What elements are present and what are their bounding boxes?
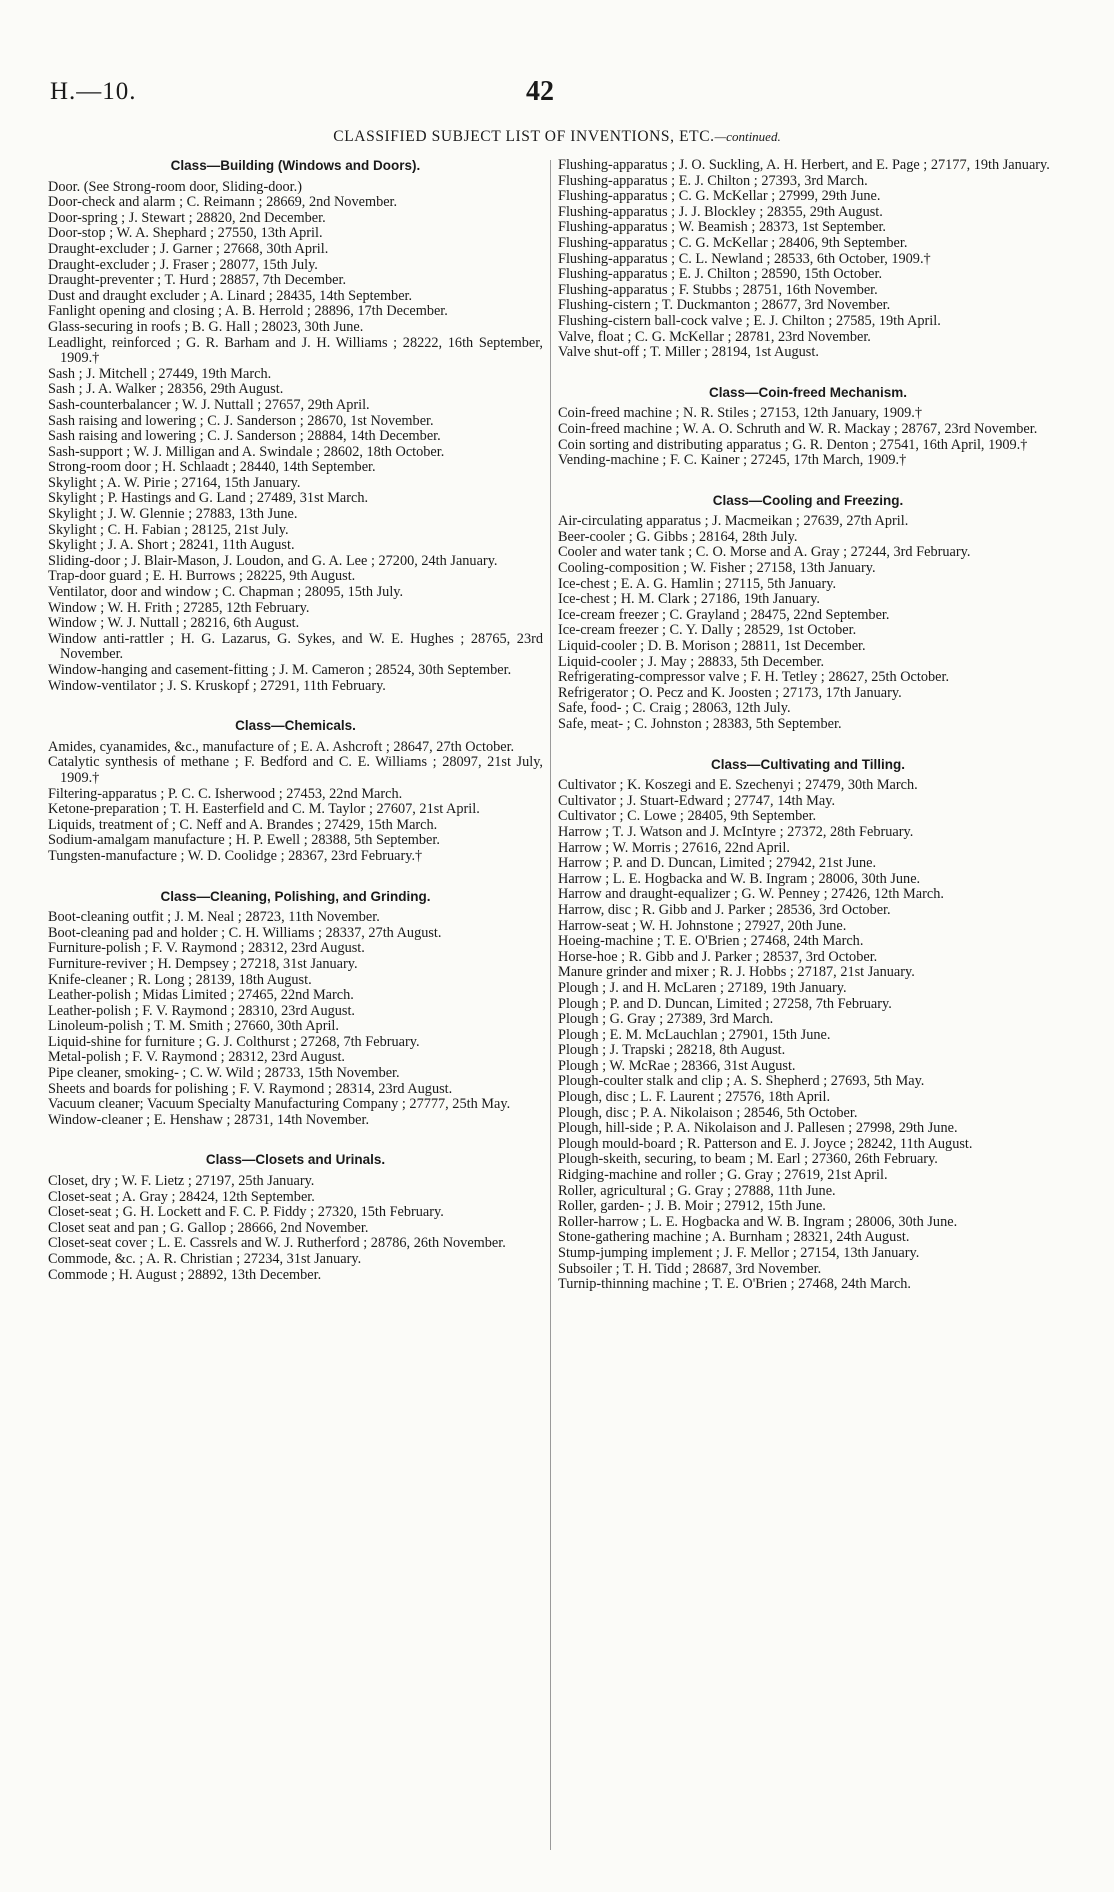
invention-entry: Safe, food- ; C. Craig ; 28063, 12th July. <box>558 700 791 717</box>
invention-entry: Ice-chest ; E. A. G. Hamlin ; 27115, 5th January. <box>558 575 837 592</box>
invention-entry: Plough ; W. McRae ; 28366, 31st August. <box>558 1057 796 1074</box>
invention-entry: Closet-seat cover ; L. E. Cassrels and W. J. Rutherford ; 28786, 26th November. <box>48 1235 506 1252</box>
invention-entry: Roller, agricultural ; G. Gray ; 27888, 11th June. <box>558 1182 836 1199</box>
page-number: 42 <box>526 76 554 107</box>
invention-entry: Tungsten-manufacture ; W. D. Coolidge ; 28367, 23rd February.† <box>48 847 423 864</box>
class-section <box>48 889 543 1129</box>
class-section <box>48 718 543 864</box>
invention-entry: Skylight ; A. W. Pirie ; 27164, 15th January. <box>48 474 301 491</box>
invention-entry: Liquid-shine for furniture ; G. J. Colthurst ; 27268, 7th February. <box>48 1033 420 1050</box>
invention-entry: Flushing-apparatus ; C. G. McKellar ; 27999, 29th June. <box>558 188 881 205</box>
invention-entry: Ventilator, door and window ; C. Chapman ; 28095, 15th July. <box>48 584 404 601</box>
invention-entry: Flushing-cistern ; T. Duckmanton ; 28677, 3rd November. <box>558 297 891 314</box>
invention-entry: Glass-securing in roofs ; B. G. Hall ; 28023, 30th June. <box>48 318 364 335</box>
invention-entry: Sash ; J. Mitchell ; 27449, 19th March. <box>48 365 272 382</box>
invention-entry: Subsoiler ; T. H. Tidd ; 28687, 3rd November. <box>558 1260 822 1277</box>
invention-entry: Door-spring ; J. Stewart ; 28820, 2nd December. <box>48 209 326 226</box>
invention-entry: Cultivator ; C. Lowe ; 28405, 9th September. <box>558 808 817 825</box>
invention-entry: Sliding-door ; J. Blair-Mason, J. Loudon, and G. A. Lee ; 27200, 24th January. <box>48 552 498 569</box>
invention-entry: Leather-polish ; F. V. Raymond ; 28310, 23rd August. <box>48 1002 356 1019</box>
invention-entry: Knife-cleaner ; R. Long ; 28139, 18th August. <box>48 971 312 988</box>
invention-entry: Hoeing-machine ; T. E. O'Brien ; 27468, 24th March. <box>558 933 864 950</box>
invention-entry: Harrow and draught-equalizer ; G. W. Penney ; 27426, 12th March. <box>558 886 944 903</box>
invention-entry: Pipe cleaner, smoking- ; C. W. Wild ; 28733, 15th November. <box>48 1065 400 1082</box>
page-title-continued: —continued. <box>714 129 781 144</box>
invention-entry: Valve, float ; C. G. McKellar ; 28781, 23rd November. <box>558 328 871 345</box>
invention-entry: Liquids, treatment of ; C. Neff and A. Brandes ; 27429, 15th March. <box>48 816 438 833</box>
class-section <box>558 493 1058 733</box>
invention-entry: Refrigerating-compressor valve ; F. H. Tetley ; 28627, 25th October. <box>558 669 950 686</box>
invention-entry: Harrow ; L. E. Hogbacka and W. B. Ingram ; 28006, 30th June. <box>558 870 921 887</box>
section-title: Class—Building (Windows and Doors). <box>170 158 421 173</box>
invention-entry: Plough mould-board ; R. Patterson and E. J. Joyce ; 28242, 11th August. <box>558 1135 973 1152</box>
section-title: Class—Cultivating and Tilling. <box>710 756 906 772</box>
invention-entry: Furniture-reviver ; H. Dempsey ; 27218, 31st January. <box>48 955 358 972</box>
invention-entry: Skylight ; J. W. Glennie ; 27883, 13th June. <box>48 506 298 523</box>
invention-entry: Harrow-seat ; W. H. Johnstone ; 27927, 20th June. <box>558 917 847 934</box>
invention-entry: Linoleum-polish ; T. M. Smith ; 27660, 30th April. <box>48 1018 339 1035</box>
invention-entry: Window-cleaner ; E. Henshaw ; 28731, 14th November. <box>48 1111 370 1128</box>
invention-entry: Plough, disc ; L. F. Laurent ; 27576, 18th April. <box>558 1089 831 1106</box>
invention-entry: Cooling-composition ; W. Fisher ; 27158, 13th January. <box>558 560 876 577</box>
page-title-text: CLASSIFIED SUBJECT LIST OF INVENTIONS, ETC. <box>333 128 715 145</box>
class-section <box>48 1152 543 1283</box>
invention-entry: Flushing-apparatus ; C. L. Newland ; 28533, 6th October, 1909.† <box>558 250 931 267</box>
invention-entry: Flushing-cistern ball-cock valve ; E. J. Chilton ; 27585, 19th April. <box>558 312 941 329</box>
invention-entry: Skylight ; J. A. Short ; 28241, 11th August. <box>48 537 295 554</box>
invention-entry: Cultivator ; K. Koszegi and E. Szechenyi ; 27479, 30th March. <box>558 777 918 794</box>
invention-entry: Plough ; P. and D. Duncan, Limited ; 27258, 7th February. <box>558 995 892 1012</box>
invention-entry: Refrigerator ; O. Pecz and K. Joosten ; 27173, 17th January. <box>558 684 902 701</box>
section-title: Class—Chemicals. <box>235 718 356 734</box>
invention-entry: Flushing-apparatus ; C. G. McKellar ; 28406, 9th September. <box>558 234 908 251</box>
invention-entry: Boot-cleaning pad and holder ; C. H. Williams ; 28337, 27th August. <box>48 924 442 941</box>
invention-entry: Furniture-polish ; F. V. Raymond ; 28312, 23rd August. <box>48 940 365 957</box>
invention-entry: Closet seat and pan ; G. Gallop ; 28666, 2nd November. <box>48 1219 369 1236</box>
invention-entry: Sash-support ; W. J. Milligan and A. Swindale ; 28602, 18th October. <box>48 443 445 460</box>
invention-entry: Sash raising and lowering ; C. J. Sanderson ; 28884, 14th December. <box>48 428 441 445</box>
invention-entry: Draught-excluder ; J. Fraser ; 28077, 15th July. <box>48 256 318 273</box>
invention-entry: Commode ; H. August ; 28892, 13th December. <box>48 1266 322 1283</box>
invention-entry: Flushing-apparatus ; F. Stubbs ; 28751, 16th November. <box>558 281 878 298</box>
right-column <box>558 158 1058 1317</box>
class-section <box>558 385 1058 469</box>
invention-entry: Closet-seat ; A. Gray ; 28424, 12th September. <box>48 1188 315 1205</box>
invention-entry: Ridging-machine and roller ; G. Gray ; 27619, 21st April. <box>558 1167 888 1184</box>
invention-entry: Roller, garden- ; J. B. Moir ; 27912, 15th June. <box>558 1198 826 1215</box>
invention-entry: Leadlight, reinforced ; G. R. Barham and J. H. Williams ; 28222, 16th September, 1909.† <box>48 334 543 367</box>
column-divider <box>550 160 551 1850</box>
invention-entry: Filtering-apparatus ; P. C. C. Isherwood ; 27453, 22nd March. <box>48 785 403 802</box>
invention-entry: Turnip-thinning machine ; T. E. O'Brien ; 27468, 24th March. <box>558 1276 911 1293</box>
invention-entry: Ice-cream freezer ; C. Y. Dally ; 28529, 1st October. <box>558 622 857 639</box>
invention-entry: Closet, dry ; W. F. Lietz ; 27197, 25th January. <box>48 1173 315 1190</box>
invention-entry: Vending-machine ; F. C. Kainer ; 27245, 17th March, 1909.† <box>558 452 907 469</box>
invention-entry: Coin-freed machine ; N. R. Stiles ; 27153, 12th January, 1909.† <box>558 405 922 422</box>
invention-entry: Coin sorting and distributing apparatus ; G. R. Denton ; 27541, 16th April, 1909.† <box>558 436 1028 453</box>
section-title: Class—Cooling and Freezing. <box>712 492 904 508</box>
class-section <box>558 158 1058 361</box>
invention-entry: Dust and draught excluder ; A. Linard ; 28435, 14th September. <box>48 287 413 304</box>
invention-entry: Harrow, disc ; R. Gibb and J. Parker ; 28536, 3rd October. <box>558 901 891 918</box>
class-section <box>558 757 1058 1293</box>
invention-entry: Amides, cyanamides, &c., manufacture of ; E. A. Ashcroft ; 28647, 27th October. <box>48 738 515 755</box>
invention-entry: Window anti-rattler ; H. G. Lazarus, G. Sykes, and W. E. Hughes ; 28765, 23rd November. <box>48 630 543 663</box>
invention-entry: Manure grinder and mixer ; R. J. Hobbs ; 27187, 21st January. <box>558 964 915 981</box>
invention-entry: Sheets and boards for polishing ; F. V. Raymond ; 28314, 23rd August. <box>48 1080 453 1097</box>
invention-entry: Harrow ; W. Morris ; 27616, 22nd April. <box>558 839 790 856</box>
invention-entry: Draught-excluder ; J. Garner ; 27668, 30th April. <box>48 240 329 257</box>
invention-entry: Flushing-apparatus ; W. Beamish ; 28373, 1st September. <box>558 219 887 236</box>
invention-entry: Ketone-preparation ; T. H. Easterfield and C. M. Taylor ; 27607, 21st April. <box>48 801 480 818</box>
page-code: H.—10. <box>50 78 137 105</box>
invention-entry: Plough ; E. M. McLauchlan ; 27901, 15th June. <box>558 1026 831 1043</box>
invention-entry: Cooler and water tank ; C. O. Morse and A. Gray ; 27244, 3rd February. <box>558 544 971 561</box>
left-column <box>48 158 543 1307</box>
invention-entry: Plough-skeith, securing, to beam ; M. Earl ; 27360, 26th February. <box>558 1151 938 1168</box>
invention-entry: Skylight ; P. Hastings and G. Land ; 27489, 31st March. <box>48 490 369 507</box>
invention-entry: Window ; W. J. Nuttall ; 28216, 6th August. <box>48 615 300 632</box>
invention-entry: Harrow ; P. and D. Duncan, Limited ; 27942, 21st June. <box>558 855 877 872</box>
invention-entry: Strong-room door ; H. Schlaadt ; 28440, 14th September. <box>48 459 376 476</box>
invention-entry: Valve shut-off ; T. Miller ; 28194, 1st August. <box>558 344 819 361</box>
invention-entry: Plough ; J. and H. McLaren ; 27189, 19th January. <box>558 979 847 996</box>
invention-entry: Liquid-cooler ; J. May ; 28833, 5th December. <box>558 653 825 670</box>
invention-entry: Horse-hoe ; R. Gibb and J. Parker ; 28537, 3rd October. <box>558 948 878 965</box>
invention-entry: Sash ; J. A. Walker ; 28356, 29th August. <box>48 381 284 398</box>
invention-entry: Window ; W. H. Frith ; 27285, 12th February. <box>48 599 310 616</box>
invention-entry: Flushing-apparatus ; E. J. Chilton ; 27393, 3rd March. <box>558 172 868 189</box>
invention-entry: Flushing-apparatus ; J. J. Blockley ; 28355, 29th August. <box>558 203 883 220</box>
invention-entry: Beer-cooler ; G. Gibbs ; 28164, 28th July. <box>558 528 798 545</box>
invention-entry: Liquid-cooler ; D. B. Morison ; 28811, 1st December. <box>558 638 866 655</box>
page-title <box>0 128 1114 146</box>
invention-entry: Coin-freed machine ; W. A. O. Schruth and W. R. Mackay ; 28767, 23rd November. <box>558 420 1038 437</box>
invention-entry: Safe, meat- ; C. Johnston ; 28383, 5th September. <box>558 716 842 732</box>
invention-entry: Stump-jumping implement ; J. F. Mellor ; 27154, 13th January. <box>558 1245 920 1261</box>
section-title: Class—Coin-freed Mechanism. <box>708 384 908 400</box>
invention-entry: Catalytic synthesis of methane ; F. Bedford and C. E. Williams ; 28097, 21st July, 1909.† <box>48 754 543 786</box>
invention-entry: Fanlight opening and closing ; A. B. Herrold ; 28896, 17th December. <box>48 303 448 320</box>
invention-entry: Flushing-apparatus ; J. O. Suckling, A. H. Herbert, and E. Page ; 27177, 19th January. <box>558 157 1050 173</box>
invention-entry: Roller-harrow ; L. E. Hogbacka and W. B. Ingram ; 28006, 30th June. <box>558 1213 958 1230</box>
invention-entry: Flushing-apparatus ; E. J. Chilton ; 28590, 15th October. <box>558 266 883 283</box>
invention-entry: Door. (See Strong-room door, Sliding-door.) <box>48 178 302 195</box>
invention-entry: Draught-preventer ; T. Hurd ; 28857, 7th December. <box>48 272 347 289</box>
class-section <box>48 158 543 694</box>
invention-entry: Plough ; G. Gray ; 27389, 3rd March. <box>558 1011 774 1028</box>
invention-entry: Stone-gathering machine ; A. Burnham ; 28321, 24th August. <box>558 1229 910 1246</box>
invention-entry: Vacuum cleaner; Vacuum Specialty Manufacturing Company ; 27777, 25th May. <box>48 1096 511 1113</box>
invention-entry: Leather-polish ; Midas Limited ; 27465, 22nd March. <box>48 987 354 1004</box>
invention-entry: Plough-coulter stalk and clip ; A. S. Shepherd ; 27693, 5th May. <box>558 1073 925 1090</box>
invention-entry: Plough, disc ; P. A. Nikolaison ; 28546, 5th October. <box>558 1104 858 1121</box>
invention-entry: Sash-counterbalancer ; W. J. Nuttall ; 27657, 29th April. <box>48 396 370 413</box>
invention-entry: Plough, hill-side ; P. A. Nikolaison and J. Pallesen ; 27998, 29th June. <box>558 1120 958 1137</box>
invention-entry: Plough ; J. Trapski ; 28218, 8th August. <box>558 1042 786 1059</box>
invention-entry: Harrow ; T. J. Watson and J. McIntyre ; 27372, 28th February. <box>558 823 914 840</box>
invention-entry: Boot-cleaning outfit ; J. M. Neal ; 28723, 11th November. <box>48 909 380 926</box>
section-title: Class—Closets and Urinals. <box>205 1152 386 1168</box>
invention-entry: Closet-seat ; G. H. Lockett and F. C. P. Fiddy ; 27320, 15th February. <box>48 1204 444 1221</box>
invention-entry: Window-ventilator ; J. S. Kruskopf ; 27291, 11th February. <box>48 677 386 694</box>
invention-entry: Cultivator ; J. Stuart-Edward ; 27747, 14th May. <box>558 792 836 809</box>
invention-entry: Metal-polish ; F. V. Raymond ; 28312, 23rd August. <box>48 1049 345 1066</box>
invention-entry: Ice-cream freezer ; C. Grayland ; 28475, 22nd September. <box>558 606 890 623</box>
invention-entry: Window-hanging and casement-fitting ; J. M. Cameron ; 28524, 30th September. <box>48 662 512 678</box>
invention-entry: Door-stop ; W. A. Shephard ; 27550, 13th April. <box>48 225 323 242</box>
invention-entry: Air-circulating apparatus ; J. Macmeikan ; 27639, 27th April. <box>558 513 909 530</box>
invention-entry: Ice-chest ; H. M. Clark ; 27186, 19th January. <box>558 591 820 608</box>
invention-entry: Commode, &c. ; A. R. Christian ; 27234, 31st January. <box>48 1251 362 1267</box>
invention-entry: Sodium-amalgam manufacture ; H. P. Ewell ; 28388, 5th September. <box>48 832 440 849</box>
section-title: Class—Cleaning, Polishing, and Grinding. <box>160 888 431 904</box>
invention-entry: Door-check and alarm ; C. Reimann ; 28669, 2nd November. <box>48 194 398 211</box>
invention-entry: Skylight ; C. H. Fabian ; 28125, 21st July. <box>48 521 289 538</box>
invention-entry: Trap-door guard ; E. H. Burrows ; 28225, 9th August. <box>48 568 356 585</box>
invention-entry: Sash raising and lowering ; C. J. Sanderson ; 28670, 1st November. <box>48 412 434 429</box>
